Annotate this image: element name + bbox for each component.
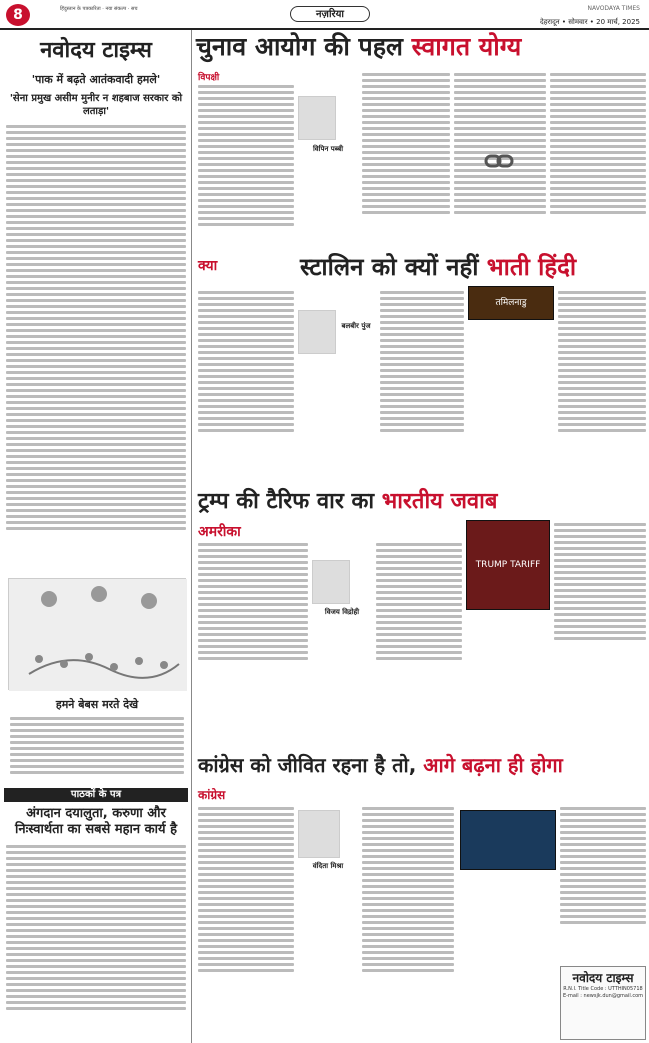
footer-masthead xyxy=(560,966,646,1040)
poem-body xyxy=(10,714,184,782)
letter-body xyxy=(6,842,186,1040)
article-4-col-3 xyxy=(362,804,454,1040)
kicker-2: क्या xyxy=(198,258,218,274)
author-photo-1 xyxy=(298,96,336,140)
author-photo-2 xyxy=(298,310,336,354)
footer-rni: R.N.I. Title Code : UTTHIN05718 xyxy=(563,986,643,992)
editorial-body xyxy=(6,122,186,572)
ad-image-4 xyxy=(460,810,556,870)
paper-name: NAVODAYA TIMES xyxy=(587,5,640,12)
article-4-col-5 xyxy=(560,804,646,962)
article-4-col-1 xyxy=(198,804,294,1040)
headline-2: स्टालिन को क्यों नहीं भाती हिंदी xyxy=(300,253,577,281)
headline-3: ट्रम्प की टैरिफ वार का भारतीय जवाब xyxy=(198,489,498,514)
article-1-col-3 xyxy=(362,70,450,246)
ad-tamilnadu: तमिलनाडु xyxy=(468,286,554,320)
editorial-title: 'पाक में बढ़ते आतंकवादी हमले' xyxy=(31,73,161,86)
article-1-col-5 xyxy=(550,70,646,246)
letters-label: पाठकों के पत्र xyxy=(4,788,188,802)
ad-trump-tariff: TRUMP TARIFF xyxy=(466,520,550,610)
header-ticker: हिंदुस्तान के पत्रकारिता · नया संकल्प · सच xyxy=(60,6,138,12)
headline-4: कांग्रेस को जीवित रहना है तो, आगे बढ़ना ही होगा xyxy=(198,753,563,777)
cartoon-image xyxy=(8,578,186,690)
kicker-1: विपक्षी xyxy=(198,73,220,83)
author-photo-4 xyxy=(298,810,340,858)
author-name-1: विपिन पब्बी xyxy=(298,145,358,154)
page-number: 8 xyxy=(6,4,30,26)
cartoon-drawing xyxy=(9,579,187,691)
article-3-col-1 xyxy=(198,540,308,690)
article-3-col-5 xyxy=(554,520,646,690)
article-1-col-1 xyxy=(198,82,294,242)
article-2-col-3 xyxy=(380,288,464,468)
letter-title: अंगदान दयालुता, करुणा और निःस्वार्थता का सबसे महान कार्य है xyxy=(15,806,177,837)
paper-logo: नवोदय टाइम्स xyxy=(40,38,152,63)
author-name-2: बलबीर पुंज xyxy=(336,322,376,331)
editorial-subtitle: 'सेना प्रमुख असीम मुनीर न शहबाज सरकार को लताड़ा' xyxy=(9,93,183,117)
article-3-col-3 xyxy=(376,540,462,690)
kicker-3: अमरीका xyxy=(198,524,241,540)
poem-title: हमने बेबस मरते देखे xyxy=(55,698,139,711)
author-photo-3 xyxy=(312,560,350,604)
section-label: नज़रिया xyxy=(290,6,370,22)
author-name-3: विजय विद्रोही xyxy=(312,608,372,617)
footer-email: E-mail : newsjk.dun@gmail.com xyxy=(562,993,644,999)
kicker-4: कांग्रेस xyxy=(198,788,226,802)
chain-icon xyxy=(484,150,514,172)
page-header xyxy=(0,0,649,30)
headline-1: चुनाव आयोग की पहल स्वागत योग्य xyxy=(196,32,522,61)
footer-logo: नवोदय टाइम्स xyxy=(572,971,634,985)
article-2-col-5 xyxy=(558,288,646,468)
article-2-col-1 xyxy=(198,288,294,468)
dateline: देहरादून • सोमवार • 20 मार्च, 2025 xyxy=(539,18,640,26)
author-name-4: वंदिता मिश्रा xyxy=(298,862,358,871)
